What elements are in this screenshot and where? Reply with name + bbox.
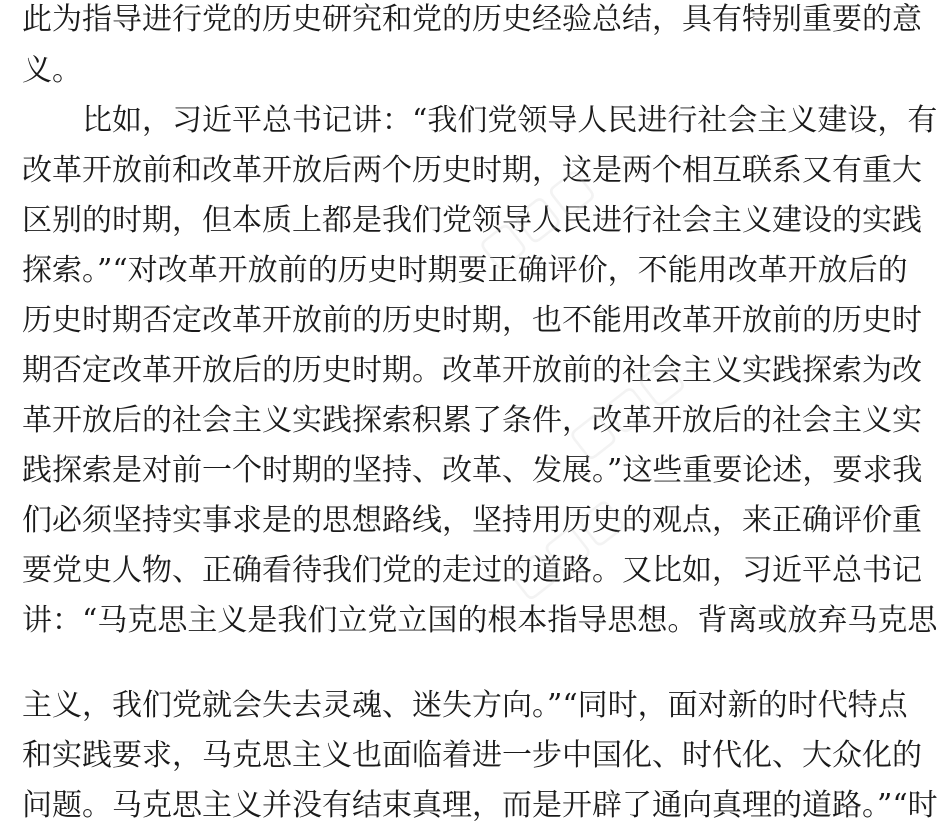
- text-line: 要党史人物、正确看待我们党的走过的道路。又比如，习近平总书记: [22, 553, 922, 588]
- text-line: 革开放后的社会主义实践探索积累了条件，改革开放后的社会主义实: [22, 403, 922, 438]
- text-line: 主义，我们党就会失去灵魂、迷失方向。”“同时，面对新的时代特点: [22, 688, 908, 723]
- text-line: 义。: [22, 53, 82, 88]
- text-line: 改革开放前和改革开放后两个历史时期，这是两个相互联系又有重大: [22, 153, 922, 188]
- text-line: 们必须坚持实事求是的思想路线，坚持用历史的观点，来正确评价重: [22, 503, 922, 538]
- text-line: 问题。马克思主义并没有结束真理，而是开辟了通向真理的道路。”“时: [22, 788, 938, 823]
- watermark-mark: ▢▢▢: [497, 485, 634, 609]
- text-line: 探索。”“对改革开放前的历史时期要正确评价，不能用改革开放后的: [22, 253, 908, 288]
- text-line: 期否定改革开放后的历史时期。改革开放前的社会主义实践探索为改: [22, 353, 922, 388]
- text-line: 和实践要求，马克思主义也面临着进一步中国化、时代化、大众化的: [22, 738, 922, 773]
- text-line: 践探索是对前一个时期的坚持、改革、发展。”这些重要论述，要求我: [22, 453, 923, 488]
- text-line: 讲：“马克思主义是我们立党立国的根本指导思想。背离或放弃马克思: [22, 603, 938, 638]
- text-line: 比如，习近平总书记讲：“我们党领导人民进行社会主义建设，有: [82, 103, 938, 138]
- watermark-mark: ▢▢▢: [467, 155, 604, 279]
- text-line: 此为指导进行党的历史研究和党的历史经验总结，具有特别重要的意: [22, 2, 922, 37]
- text-line: 历史时期否定改革开放前的历史时期，也不能用改革开放前的历史时: [22, 303, 922, 338]
- text-line: 区别的时期，但本质上都是我们党领导人民进行社会主义建设的实践: [22, 203, 922, 238]
- watermark-mark: ▢▢▢: [557, 345, 694, 469]
